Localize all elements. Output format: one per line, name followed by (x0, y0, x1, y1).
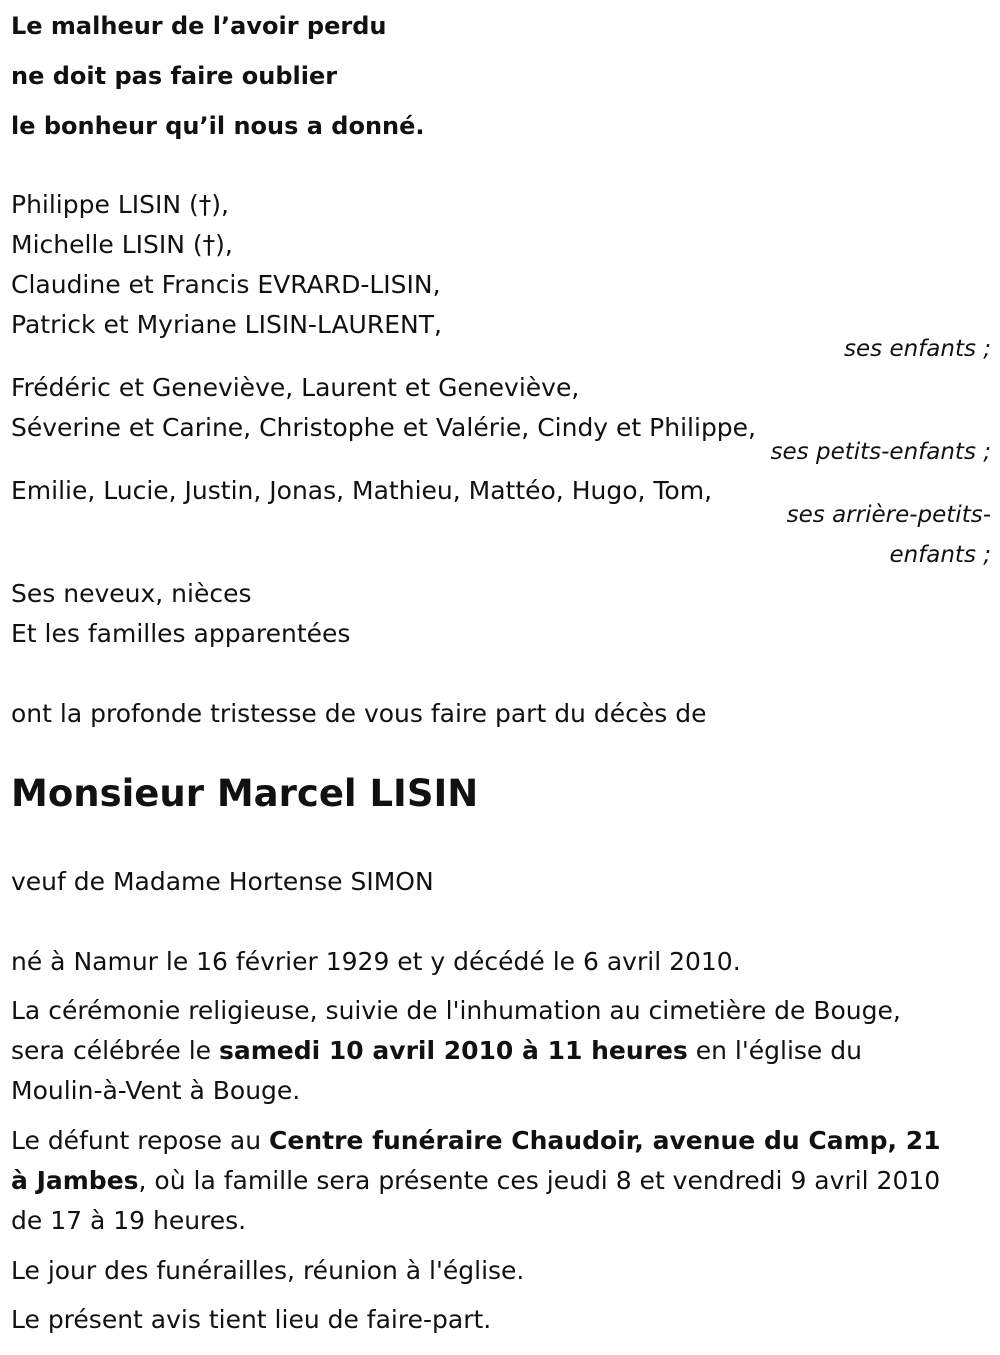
grandchildren-line-1: Frédéric et Geneviève, Laurent et Geneviève, (11, 373, 580, 402)
ceremony-date: samedi 10 avril 2010 à 11 heures (218, 1036, 688, 1065)
birth-death: né à Namur le 16 février 1929 et y décédé le 6 avril 2010. (11, 947, 741, 976)
child-1: Philippe LISIN (†), (11, 190, 229, 219)
child-3: Claudine et Francis EVRARD-LISIN, (11, 270, 441, 299)
meeting: Le jour des funérailles, réunion à l'église. (11, 1256, 525, 1285)
announcement: ont la profonde tristesse de vous faire part du décès de (11, 699, 707, 728)
repose-text-1: Le défunt repose au (11, 1126, 270, 1155)
grandchildren-role: ses petits-enfants ; (770, 439, 991, 465)
others-line-2: Et les familles apparentées (11, 619, 351, 648)
quote-line-1: Le malheur de l’avoir perdu (11, 12, 387, 40)
great-grandchildren-role-1: ses arrière-petits- (786, 502, 991, 528)
repose-text-2: , où la famille sera présente ces jeudi 8 et vendredi 9 avril 2010 de 17 à 19 heures. (11, 1166, 941, 1235)
widower-of: veuf de Madame Hortense SIMON (11, 867, 434, 896)
children-role: ses enfants ; (844, 336, 991, 362)
repose-location: Centre funéraire Chaudoir, avenue du Camp, 21 à Jambes (11, 1126, 941, 1195)
ceremony-paragraph (11, 991, 961, 1111)
quote-line-3: le bonheur qu’il nous a donné. (11, 112, 425, 140)
child-4: Patrick et Myriane LISIN-LAURENT, (11, 310, 442, 339)
great-grandchildren-line: Emilie, Lucie, Justin, Jonas, Mathieu, Mattéo, Hugo, Tom, (11, 476, 713, 505)
ceremony-text-2: en l'église du Moulin-à-Vent à Bouge. (11, 1036, 862, 1105)
child-2: Michelle LISIN (†), (11, 230, 233, 259)
others-line-1: Ses neveux, nièces (11, 579, 252, 608)
ceremony-text-1: La cérémonie religieuse, suivie de l'inhumation au cimetière de Bouge, sera célébrée le (11, 996, 901, 1065)
notice: Le présent avis tient lieu de faire-part. (11, 1305, 492, 1334)
repose-paragraph (11, 1121, 961, 1241)
grandchildren-line-2: Séverine et Carine, Christophe et Valérie, Cindy et Philippe, (11, 413, 757, 442)
quote-line-2: ne doit pas faire oublier (11, 62, 338, 90)
deceased-name: Monsieur Marcel LISIN (11, 772, 479, 815)
great-grandchildren-role-2: enfants ; (889, 542, 991, 568)
